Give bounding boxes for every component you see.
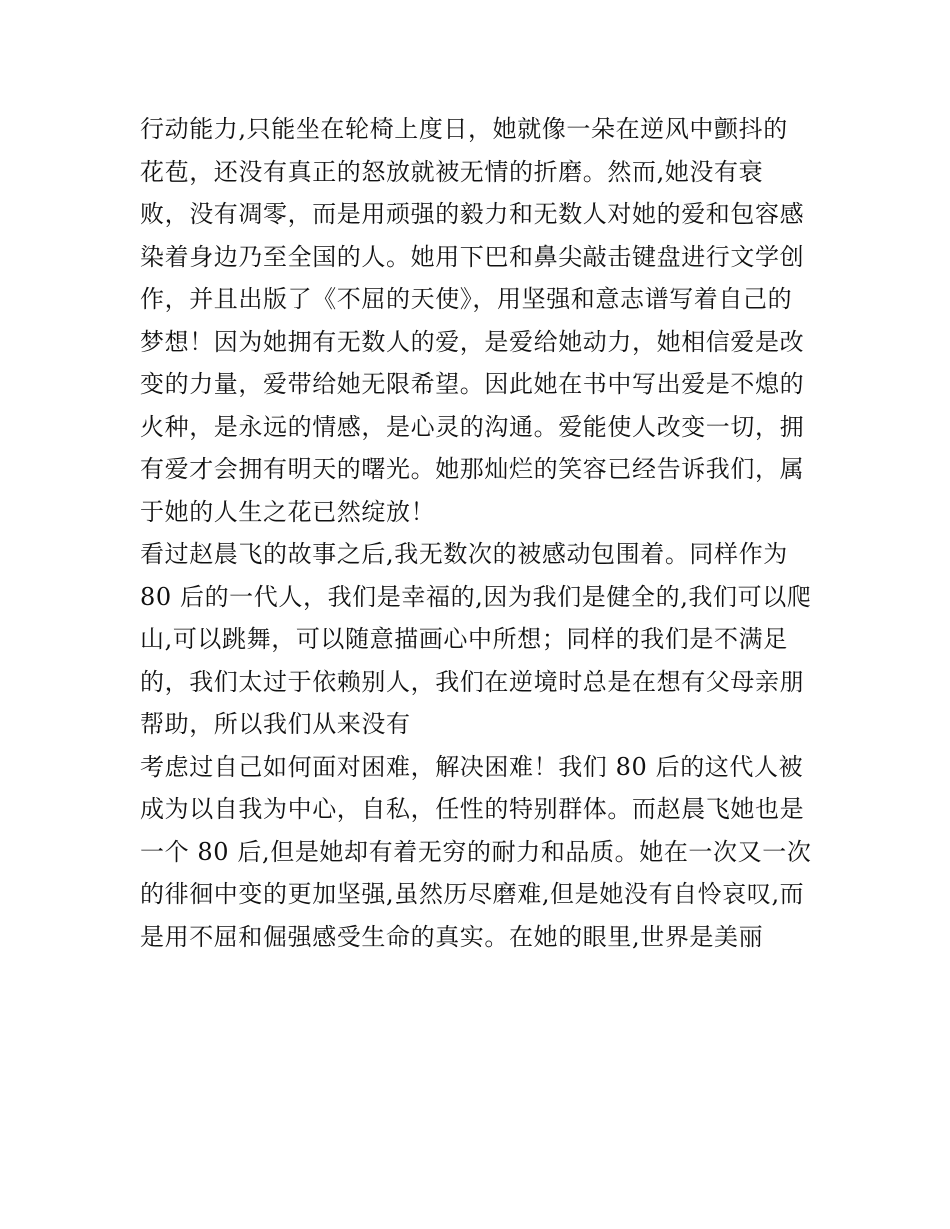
text-line: 败，没有凋零，而是用顽强的毅力和无数人对她的爱和包容感 [140,200,805,228]
text-line: 梦想！因为她拥有无数人的爱，是爱给她动力，她相信爱是改 [140,327,805,356]
text-line: 作，并且出版了《不屈的天使》，用坚强和意志谱写着自己的 [140,285,793,313]
text-line: 看过赵晨飞的故事之后,我无数次的被感动包围着。同样作为 [140,540,788,568]
text-line: 行动能力,只能坐在轮椅上度日，她就像一朵在逆风中颤抖的 [140,115,788,143]
text-line: 变的力量，爱带给她无限希望。因此她在书中写出爱是不熄的 [140,370,805,398]
text-line: 80 后的一代人，我们是幸福的,因为我们是健全的,我们可以爬 [140,582,812,611]
text-line: 于她的人生之花已然绽放！ [140,497,436,526]
text-line: 一个 80 后,但是她却有着无穷的耐力和品质。她在一次又一次 [140,837,812,866]
text-line: 花苞，还没有真正的怒放就被无情的折磨。然而,她没有衰 [140,157,764,186]
text-line: 染着身边乃至全国的人。她用下巴和鼻尖敲击键盘进行文学创 [140,242,805,271]
body-text [140,108,820,958]
text-line: 考虑过自己如何面对困难，解决困难！我们 80 后的这代人被 [140,752,804,781]
text-line: 的徘徊中变的更加坚强,虽然历尽磨难,但是她没有自怜哀叹,而 [140,880,805,908]
text-line: 有爱才会拥有明天的曙光。她那灿烂的笑容已经告诉我们，属 [140,455,805,483]
text-line: 帮助，所以我们从来没有 [140,710,411,738]
text-line: 山,可以跳舞，可以随意描画心中所想；同样的我们是不满足 [140,625,788,653]
text-line: 火种，是永远的情感，是心灵的沟通。爱能使人改变一切，拥 [140,412,805,441]
text-line: 的，我们太过于依赖别人，我们在逆境时总是在想有父母亲朋 [140,667,805,696]
text-line: 是用不屈和倔强感受生命的真实。在她的眼里,世界是美丽 [140,922,764,951]
text-line: 成为以自我为中心，自私，任性的特别群体。而赵晨飞她也是 [140,795,805,823]
